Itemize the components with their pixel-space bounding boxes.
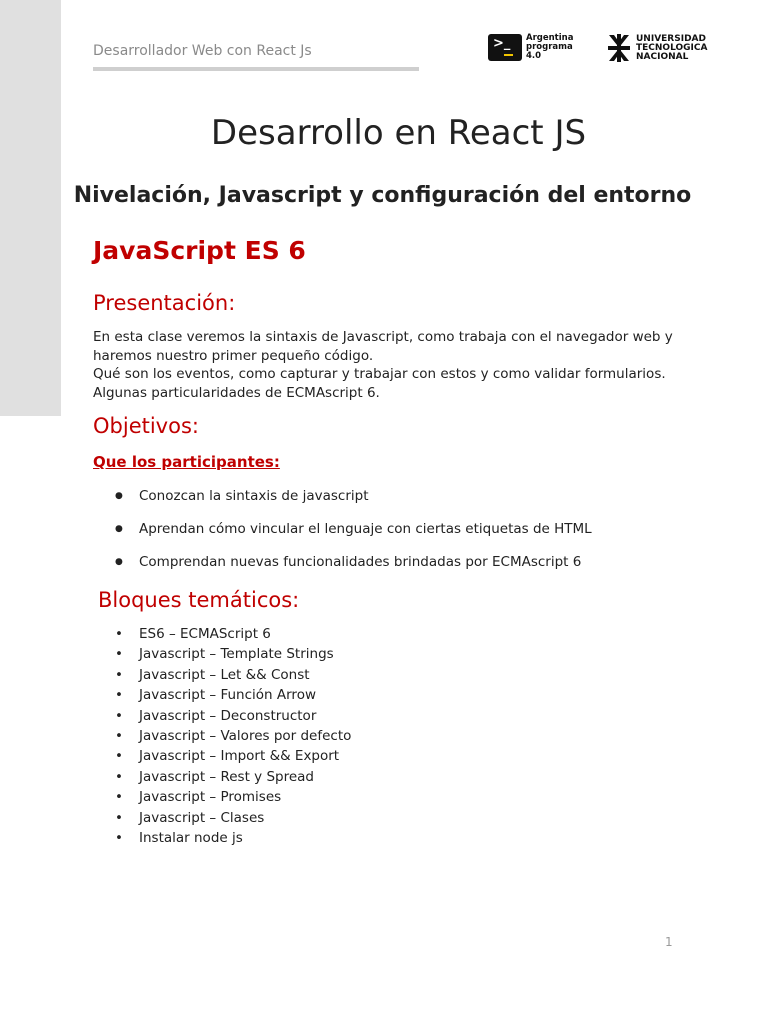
- list-item: • Javascript – Import && Export: [111, 746, 351, 766]
- side-bar: [0, 0, 61, 416]
- presentacion-heading: Presentación:: [93, 291, 236, 315]
- utn-text: [636, 35, 707, 62]
- document-subtitle: Nivelación, Javascript y configuración del entorno: [73, 183, 692, 208]
- document-page: [61, 0, 768, 1024]
- list-item: • Javascript – Template Strings: [111, 644, 351, 664]
- list-item: • ES6 – ECMAScript 6: [111, 624, 351, 644]
- objetivos-list: [111, 486, 592, 585]
- list-item: ● Conozcan la sintaxis de javascript: [111, 486, 592, 519]
- list-item: • Javascript – Promises: [111, 787, 351, 807]
- presentacion-line: Qué son los eventos, como capturar y trabajar con estos y como validar formularios.: [93, 366, 666, 382]
- ap-line: Argentina: [526, 33, 574, 43]
- terminal-prompt-icon: [488, 34, 522, 61]
- list-item: • Javascript – Let && Const: [111, 665, 351, 685]
- list-item: • Javascript – Rest y Spread: [111, 767, 351, 787]
- list-item: • Javascript – Valores por defecto: [111, 726, 351, 746]
- prompt-glyph: >_: [493, 36, 511, 51]
- utn-line: TECNOLOGICA: [636, 42, 708, 53]
- participantes-subheading: Que los participantes:: [93, 453, 280, 471]
- list-item: • Instalar node js: [111, 828, 351, 848]
- ap-line: 4.0: [526, 51, 542, 61]
- presentacion-line: Algunas particularidades de ECMAscript 6.: [93, 384, 380, 401]
- presentacion-body: [93, 328, 733, 402]
- utn-line: UNIVERSIDAD: [636, 33, 706, 44]
- bloques-list: [111, 624, 351, 848]
- list-item: ● Aprendan cómo vincular el lenguaje con ciertas etiquetas de HTML: [111, 519, 592, 552]
- header-rule: [93, 67, 419, 71]
- list-item: ● Comprendan nuevas funcionalidades brindadas por ECMAscript 6: [111, 552, 592, 585]
- cursor-mark: [504, 54, 513, 56]
- list-item: • Javascript – Función Arrow: [111, 685, 351, 705]
- bloques-heading: Bloques temáticos:: [98, 588, 300, 612]
- objetivos-heading: Objetivos:: [93, 414, 199, 438]
- argentina-programa-logo: [488, 33, 574, 61]
- topic-title: JavaScript ES 6: [93, 236, 306, 265]
- presentacion-line: En esta clase veremos la sintaxis de Javascript, como trabaja con el navegador web y haremos nuestro primer pequeño código.: [93, 329, 673, 364]
- document-title: Desarrollo en React JS: [210, 113, 587, 153]
- utn-line: NACIONAL: [636, 51, 689, 62]
- argentina-programa-text: [526, 33, 574, 61]
- utn-logo: [608, 34, 707, 62]
- ap-line: programa: [526, 42, 573, 52]
- list-item: • Javascript – Clases: [111, 808, 351, 828]
- list-item: • Javascript – Deconstructor: [111, 706, 351, 726]
- page-number: 1: [665, 935, 673, 949]
- course-header: Desarrollador Web con React Js: [93, 43, 312, 59]
- utn-emblem-icon: [608, 34, 630, 62]
